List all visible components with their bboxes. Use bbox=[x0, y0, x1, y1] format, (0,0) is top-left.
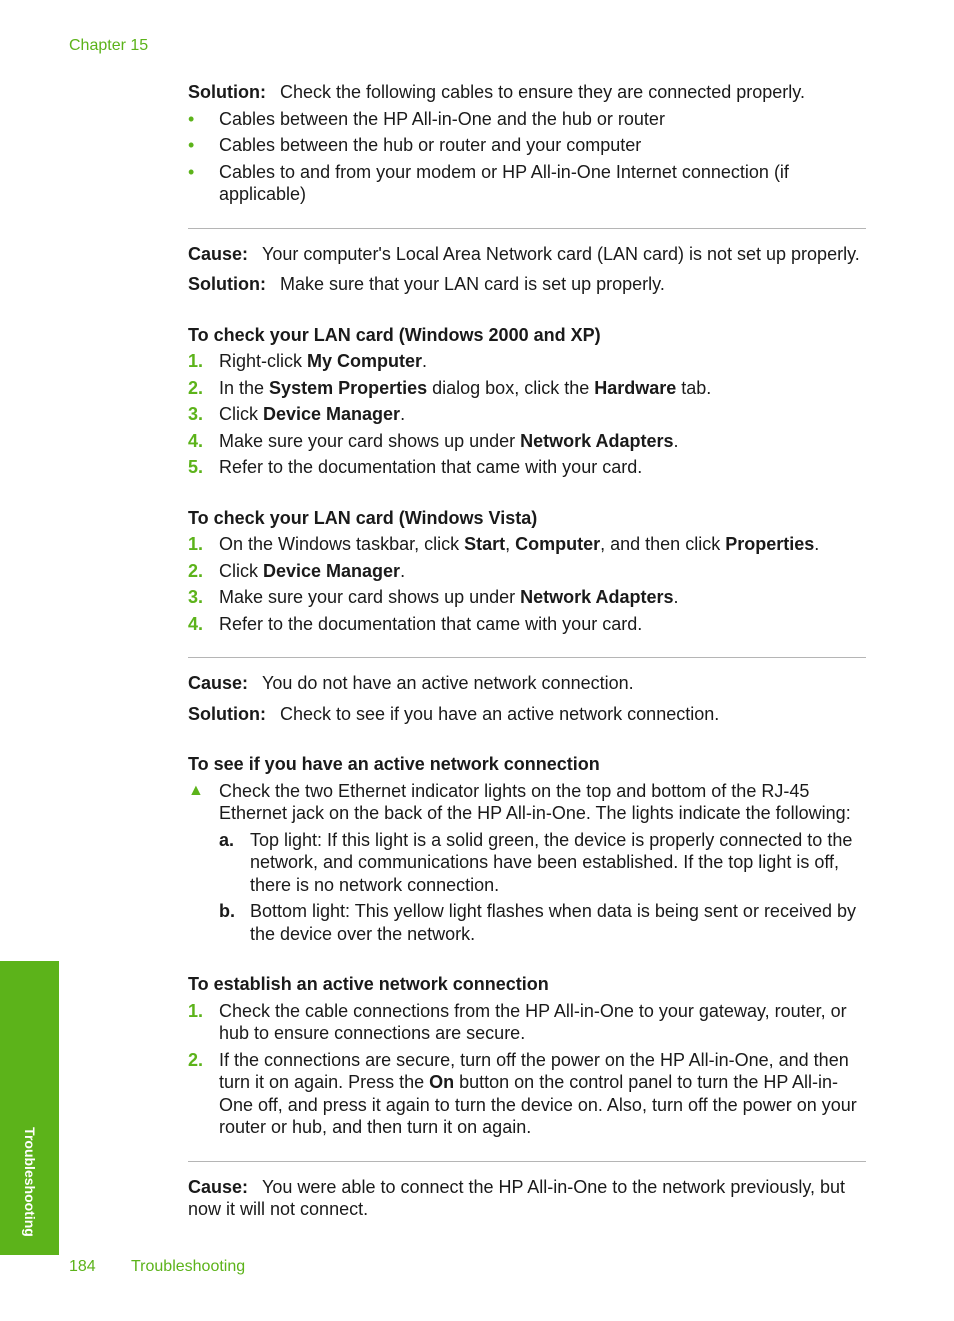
step-number: 3. bbox=[188, 587, 204, 607]
list-item: a. Top light: If this light is a solid green, the device is properly connected to the network, and communications have been established. If the top light is off, there is no network connection. bbox=[219, 829, 853, 895]
procedure-heading: To check your LAN card (Windows 2000 and XP) bbox=[188, 324, 601, 345]
cause-text: You were able to connect the HP All-in-One to the network previously, but now it will not connect. bbox=[188, 1176, 846, 1219]
step-number: 2. bbox=[188, 560, 204, 581]
list-item: • Cables between the hub or router and your computer bbox=[188, 135, 642, 155]
list-item: 2. If the connections are secure, turn off the power on the HP All-in-One, and then turn it on again. Press the On button on the control panel to turn the HP All-in-One off, and press it again to turn the device on. Also, turn off the power on your router or hub, and then turn it on again. bbox=[188, 1049, 857, 1137]
cause-label: Cause: bbox=[188, 243, 249, 264]
divider bbox=[188, 657, 866, 658]
solution-label: Solution: bbox=[188, 703, 266, 724]
procedure-heading: To establish an active network connection bbox=[188, 974, 549, 994]
list-item: 3. Make sure your card shows up under Network Adapters. bbox=[188, 587, 679, 607]
solution-text: Check the following cables to ensure they are connected properly. bbox=[279, 82, 805, 102]
step-number: 4. bbox=[188, 613, 204, 634]
xp-steps bbox=[188, 350, 866, 479]
cause-paragraph bbox=[188, 1176, 866, 1221]
solution-label: Solution: bbox=[188, 82, 266, 102]
footer-section: Troubleshooting bbox=[131, 1258, 246, 1275]
step-number: 4. bbox=[188, 430, 204, 451]
chapter-header: Chapter 15 bbox=[69, 37, 149, 54]
procedure-heading: To see if you have an active network connection bbox=[188, 754, 600, 774]
cause-paragraph bbox=[188, 672, 866, 695]
bullet-icon: • bbox=[188, 108, 195, 129]
cause-label: Cause: bbox=[188, 1176, 249, 1197]
page-number: 184 bbox=[69, 1258, 96, 1275]
solution-paragraph bbox=[188, 273, 866, 296]
list-item: 4. Refer to the documentation that came with your card. bbox=[188, 613, 643, 634]
section-tab-label: Troubleshooting bbox=[22, 1127, 38, 1237]
step-number: 1. bbox=[188, 534, 204, 554]
bullet-icon: • bbox=[188, 135, 195, 155]
procedure-heading: To check your LAN card (Windows Vista) bbox=[188, 507, 538, 528]
solution-label: Solution: bbox=[188, 274, 266, 294]
list-item: • Cables to and from your modem or HP All-in-One Internet connection (if applicable) bbox=[188, 161, 789, 204]
step-number: 1. bbox=[188, 1000, 204, 1021]
step-number: 2. bbox=[188, 1049, 204, 1070]
list-item: 1. Right-click My Computer. bbox=[188, 351, 428, 371]
list-item: ▲ Check the two Ethernet indicator lights on the top and bottom of the RJ-45 Ethernet jack on the back of the HP All-in-One. The lights indicate the following: a. Top light: If this light is a solid green, the device is properly connected to the network, and communications have been established. If the top light is off, there is no network connection. b. Bottom light: This yellow light flashes when data is being sent or received by the device over the network. bbox=[188, 780, 866, 946]
list-item: 1. On the Windows taskbar, click Start, Computer, and then click Properties. bbox=[188, 534, 820, 554]
list-item: b. Bottom light: This yellow light flashes when data is being sent or received by the device over the network. bbox=[219, 901, 856, 944]
page-content bbox=[188, 81, 866, 1221]
list-item: 1. Check the cable connections from the HP All-in-One to your gateway, router, or hub to ensure connections are secure. bbox=[188, 1000, 847, 1043]
bullet-icon: • bbox=[188, 161, 195, 182]
divider bbox=[188, 1161, 866, 1162]
list-item: • Cables between the HP All-in-One and the hub or router bbox=[188, 108, 665, 129]
cable-list bbox=[188, 108, 866, 206]
list-item: 5. Refer to the documentation that came with your card. bbox=[188, 457, 643, 477]
list-item: 2. Click Device Manager. bbox=[188, 560, 406, 581]
cause-paragraph bbox=[188, 243, 866, 266]
cause-text: You do not have an active network connection. bbox=[262, 673, 634, 693]
establish-steps bbox=[188, 1000, 866, 1139]
item-letter: a. bbox=[219, 829, 235, 850]
divider bbox=[188, 228, 866, 229]
solution-text: Check to see if you have an active network connection. bbox=[279, 703, 720, 724]
triangle-icon: ▲ bbox=[188, 781, 204, 799]
check-steps bbox=[188, 780, 866, 946]
item-letter: b. bbox=[219, 901, 236, 921]
solution-paragraph bbox=[188, 81, 866, 104]
vista-steps bbox=[188, 533, 866, 635]
cause-label: Cause: bbox=[188, 673, 249, 693]
solution-text: Make sure that your LAN card is set up properly. bbox=[279, 274, 665, 294]
step-number: 3. bbox=[188, 404, 204, 424]
step-number: 1. bbox=[188, 351, 204, 371]
solution-paragraph bbox=[188, 703, 866, 726]
step-number: 5. bbox=[188, 457, 204, 477]
list-item: 3. Click Device Manager. bbox=[188, 404, 406, 424]
list-item: 4. Make sure your card shows up under Network Adapters. bbox=[188, 430, 679, 451]
step-number: 2. bbox=[188, 377, 204, 398]
list-item: 2. In the System Properties dialog box, click the Hardware tab. bbox=[188, 377, 712, 398]
light-list bbox=[219, 829, 866, 946]
cause-text: Your computer's Local Area Network card (LAN card) is not set up properly. bbox=[262, 243, 860, 264]
